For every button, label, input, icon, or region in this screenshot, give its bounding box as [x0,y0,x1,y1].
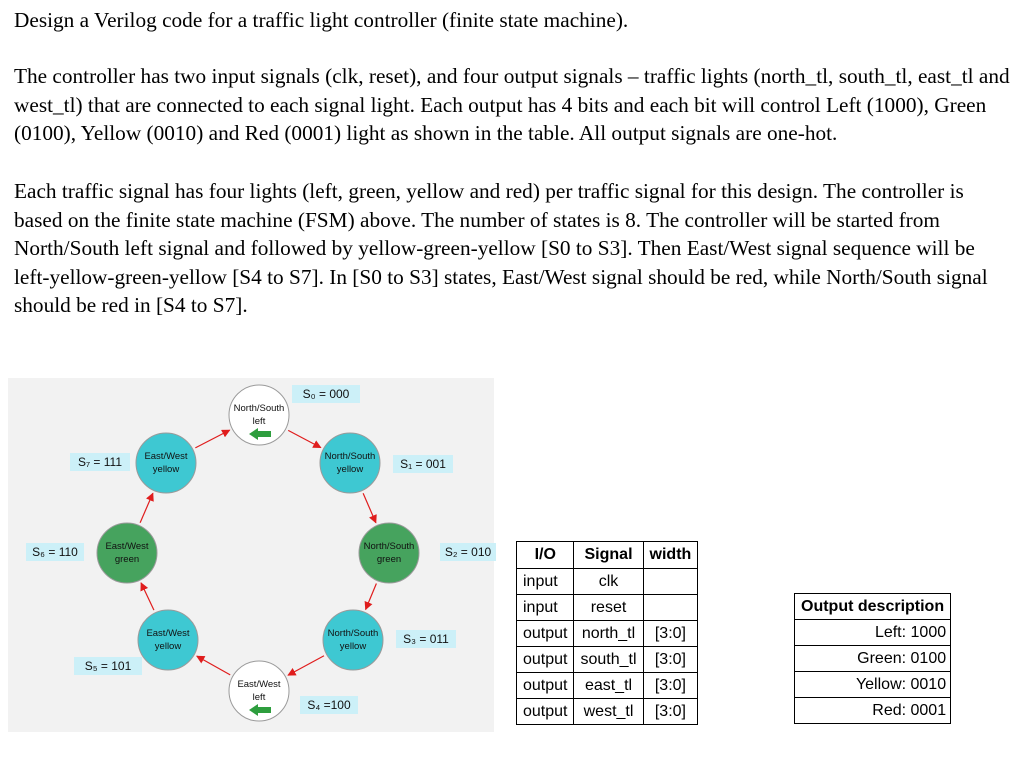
state-node [229,661,289,721]
output-description-table [794,593,951,724]
state-name-text: North/South [327,628,379,639]
state-name-text: North/South [363,541,415,552]
state-light-text: yellow [152,464,180,475]
width-cell [643,595,698,621]
output-description-header: Output description [795,594,951,620]
signal-cell: clk [574,569,643,595]
state-circle [323,610,383,670]
state-code-label [26,543,84,561]
output-code-cell: Green: 0100 [795,646,951,672]
state-code-label [396,630,456,648]
fsm-state-diagram [0,378,500,738]
table-row [795,620,951,646]
state-node [323,610,383,670]
table-row [795,698,951,724]
state-circle [359,523,419,583]
state-circle [136,433,196,493]
signal-cell: north_tl [574,621,643,647]
io-header-width: width [643,542,698,569]
table-row [517,647,698,673]
state-node [136,433,196,493]
state-code-text: S₀ = 000 [302,387,350,401]
state-circle [320,433,380,493]
state-light-text: green [376,554,402,565]
width-cell: [3:0] [643,647,698,673]
state-light-text: yellow [154,641,182,652]
io-table-header [517,542,698,569]
state-name-text: East/West [237,679,281,690]
state-node [359,523,419,583]
state-code-text: S₃ = 011 [403,632,449,646]
description-paragraph-2: Each traffic signal has four lights (left, green, yellow and red) per traffic signal for this design. The controller is based on the finite state machine (FSM) above. The number of states is 8. The controller will be started from North/South left signal and followed by yellow-green-yellow [S0 to S3]. Then East/West signal sequence will be left-yellow-green-yellow [S4 to S7]. In [S0 to S3] states, East/West signal should be red, while North/South signal should be red in [S4 to S7]. [14,179,988,318]
signal-cell: south_tl [574,647,643,673]
io-cell: input [517,595,574,621]
table-row [795,646,951,672]
state-code-text: S₂ = 010 [444,545,492,559]
state-code-label [292,385,360,403]
state-code-text: S₇ = 111 [77,455,123,469]
state-name-text: East/West [146,628,190,639]
io-cell: input [517,569,574,595]
io-cell: output [517,621,574,647]
state-code-text: S₅ = 101 [84,659,132,673]
state-code-label [74,657,142,675]
width-cell [643,569,698,595]
state-circle [97,523,157,583]
table-row [517,595,698,621]
signal-cell: east_tl [574,673,643,699]
state-name-text: North/South [233,403,285,414]
io-header-io: I/O [517,542,574,569]
state-code-text: S₆ = 110 [32,545,78,559]
state-name-text: East/West [144,451,188,462]
output-code-cell: Left: 1000 [795,620,951,646]
output-code-cell: Yellow: 0010 [795,672,951,698]
state-light-text: left [252,416,266,427]
state-code-label [440,543,496,561]
state-node [229,385,289,445]
state-name-text: North/South [324,451,376,462]
state-light-text: yellow [336,464,364,475]
state-light-text: yellow [339,641,367,652]
io-cell: output [517,647,574,673]
state-code-text: S₁ = 001 [400,457,446,471]
table-row [795,672,951,698]
state-code-label [300,696,358,714]
table-row [517,673,698,699]
signal-cell: west_tl [574,699,643,725]
table-row [517,569,698,595]
state-code-text: S₄ =100 [307,698,351,712]
table-row [517,621,698,647]
state-node [97,523,157,583]
width-cell: [3:0] [643,673,698,699]
state-code-label [70,453,130,471]
state-circle [138,610,198,670]
question-title: Design a Verilog code for a traffic light controller (finite state machine). [14,8,629,32]
state-node [138,610,198,670]
state-name-text: East/West [105,541,149,552]
table-row [517,699,698,725]
width-cell: [3:0] [643,621,698,647]
width-cell: [3:0] [643,699,698,725]
state-code-label [393,455,453,473]
state-light-text: green [114,554,140,565]
state-node [320,433,380,493]
output-code-cell: Red: 0001 [795,698,951,724]
state-light-text: left [252,692,266,703]
description-paragraph-1: The controller has two input signals (clk, reset), and four output signals – traffic lights (north_tl, south_tl, east_tl and west_tl) that are connected to each signal light. Each output has 4 bits and each bit will control Left (1000), Green (0100), Yellow (0010) and Red (0001) light as shown in the table. All output signals are one-hot. [14,64,1010,146]
io-cell: output [517,673,574,699]
io-signal-table [516,541,698,725]
io-cell: output [517,699,574,725]
signal-cell: reset [574,595,643,621]
io-header-signal: Signal [574,542,643,569]
